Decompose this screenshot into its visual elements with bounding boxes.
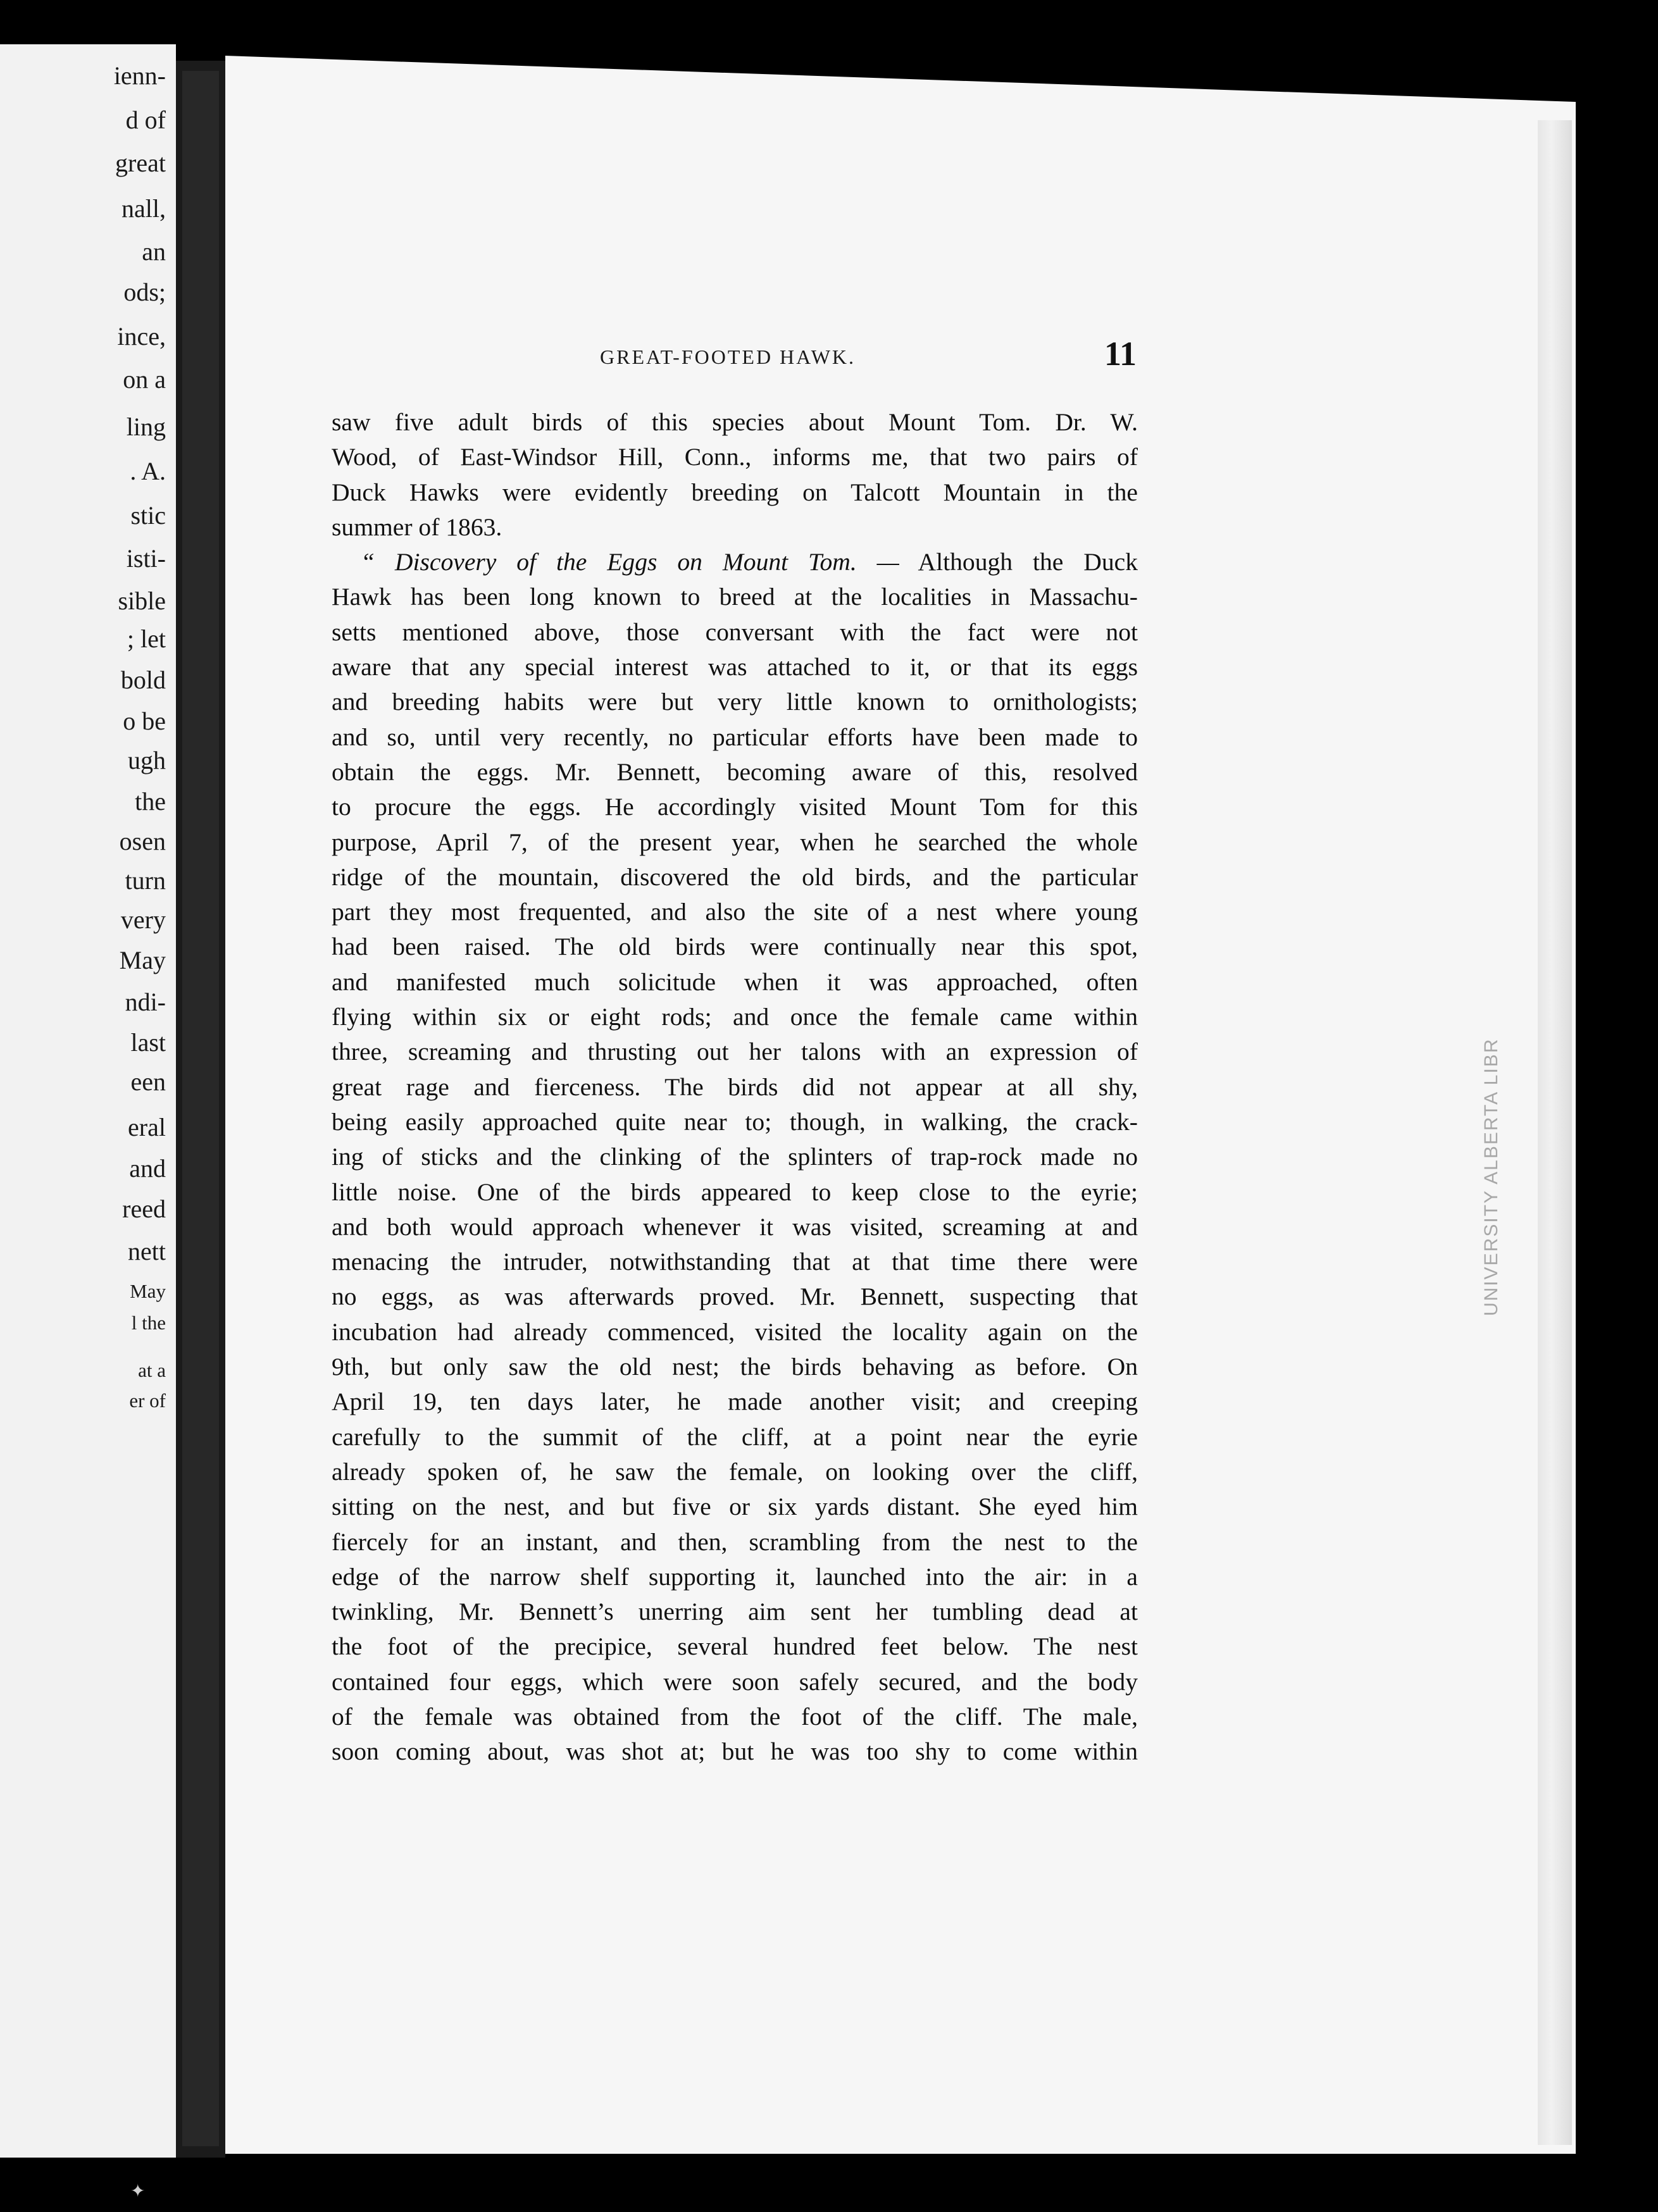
facing-page-fragment: ndi- xyxy=(125,988,166,1016)
text-line xyxy=(332,825,1138,860)
corner-mark-icon: ✦ xyxy=(130,2180,146,2201)
text-line xyxy=(332,650,1138,685)
text-line xyxy=(332,1560,1138,1594)
text-line-content: contained four eggs, which were soon safely secured, and the body xyxy=(332,1667,1138,1696)
facing-page-fragment: bold xyxy=(120,666,166,694)
text-line-content: fiercely for an instant, and then, scrambling from the nest to the xyxy=(332,1527,1138,1556)
facing-page-fragment: May xyxy=(119,946,166,974)
facing-page-fragment: sible xyxy=(118,587,166,615)
text-line xyxy=(332,1315,1138,1350)
text-line-content: to procure the eggs. He accordingly visited Mount Tom for this xyxy=(332,793,1138,821)
text-line xyxy=(332,860,1138,895)
text-line-content: incubation had already commenced, visited the locality again on the xyxy=(332,1317,1138,1346)
page-number: 11 xyxy=(1104,335,1137,373)
text-line-content: menacing the intruder, notwithstanding that at that time there were xyxy=(332,1248,1138,1276)
facing-page-fragment: ince, xyxy=(117,322,166,351)
facing-page-fragment: May xyxy=(130,1280,166,1302)
text-line xyxy=(332,405,1138,440)
text-line-content: purpose, April 7, of the present year, when he searched the whole xyxy=(332,828,1138,856)
facing-page-fragment: d of xyxy=(125,106,166,134)
facing-page-fragment: an xyxy=(142,237,166,266)
text-line-content: the foot of the precipice, several hundred feet below. The nest xyxy=(332,1632,1138,1661)
text-line-content: little noise. One of the birds appeared to keep close to the eyrie; xyxy=(332,1177,1138,1206)
text-line-content: edge of the narrow shelf supporting it, launched into the air: in a xyxy=(332,1562,1138,1591)
text-line-content: had been raised. The old birds were continually near this spot, xyxy=(332,933,1138,961)
text-line xyxy=(332,895,1138,929)
text-line xyxy=(332,1525,1138,1560)
text-line-content: ing of sticks and the clinking of the splinters of trap-rock made no xyxy=(332,1143,1138,1171)
text-line xyxy=(332,1594,1138,1629)
text-line-content: carefully to the summit of the cliff, at a point near the eyrie xyxy=(332,1422,1138,1451)
text-line-content: obtain the eggs. Mr. Bennett, becoming aware of this, resolved xyxy=(332,757,1138,786)
text-line-content: of the female was obtained from the foot of the cliff. The male, xyxy=(332,1702,1138,1730)
text-line-content: being easily approached quite near to; though, in walking, the crack- xyxy=(332,1107,1138,1136)
text-line xyxy=(332,1455,1138,1489)
section-heading-italic: “ Discovery of the Eggs on Mount Tom. — xyxy=(361,548,899,576)
text-line xyxy=(332,929,1138,964)
facing-page-fragment: l the xyxy=(131,1312,166,1334)
facing-page-fragment: eral xyxy=(128,1113,166,1141)
text-line xyxy=(332,1699,1138,1734)
facing-page-fragment: turn xyxy=(125,866,166,895)
text-line xyxy=(332,1420,1138,1455)
text-line-content: already spoken of, he saw the female, on looking over the cliff, xyxy=(332,1457,1138,1486)
text-line-content: summer of 1863. xyxy=(332,513,502,541)
facing-page-fragment: o be xyxy=(123,707,166,735)
facing-page-fragment: ugh xyxy=(128,746,166,774)
text-line-content: part they most frequented, and also the site of a nest where young xyxy=(332,898,1138,926)
text-line-content: saw five adult birds of this species about Mount Tom. Dr. W. xyxy=(332,408,1138,436)
text-line-content: 9th, but only saw the old nest; the birds behaving as before. On xyxy=(332,1353,1138,1381)
text-line xyxy=(332,440,1138,475)
text-line xyxy=(332,615,1138,650)
facing-page-fragment: ling xyxy=(126,413,166,441)
text-line xyxy=(332,685,1138,719)
book-gutter-shadow xyxy=(182,71,219,2146)
text-line xyxy=(332,1140,1138,1174)
facing-page-fragment: . A. xyxy=(130,457,166,485)
text-line-content: Duck Hawks were evidently breeding on Talcott Mountain in the xyxy=(332,478,1138,506)
facing-page-fragment: stic xyxy=(130,501,166,530)
facing-page xyxy=(0,44,176,2158)
text-line-content: great rage and fierceness. The birds did not appear at all shy, xyxy=(332,1072,1138,1101)
text-line-content: and both would approach whenever it was visited, screaming at and xyxy=(332,1212,1138,1241)
text-line xyxy=(332,1210,1138,1245)
text-line-content: April 19, ten days later, he made another visit; and creeping xyxy=(332,1388,1138,1416)
facing-page-fragment: great xyxy=(115,149,166,177)
facing-page-fragment: nett xyxy=(128,1237,166,1265)
text-line xyxy=(332,1489,1138,1524)
page-header xyxy=(600,334,1137,378)
text-line xyxy=(332,1350,1138,1384)
text-line xyxy=(332,1175,1138,1210)
text-line-content: twinkling, Mr. Bennett’s unerring aim sent her tumbling dead at xyxy=(332,1598,1138,1626)
text-line xyxy=(332,1000,1138,1035)
text-line-content: Hawk has been long known to breed at the localities in Massachu- xyxy=(332,583,1138,611)
running-head: GREAT-FOOTED HAWK. xyxy=(600,345,856,368)
library-stamp: UNIVERSITY ALBERTA LIBR xyxy=(1481,1038,1502,1316)
page-edge-stack xyxy=(1538,120,1572,2145)
text-line-content: flying within six or eight rods; and once the female came within xyxy=(332,1003,1138,1031)
facing-page-fragment: at a xyxy=(138,1359,166,1381)
facing-page-fragment: ienn- xyxy=(113,61,166,90)
text-line-content: sitting on the nest, and but five or six yards distant. She eyed him xyxy=(332,1493,1138,1521)
facing-page-fragment: reed xyxy=(122,1195,166,1223)
text-line-content: setts mentioned above, those conversant with the fact were not xyxy=(332,618,1138,646)
text-line-content: and so, until very recently, no particular efforts have been made to xyxy=(332,723,1138,751)
facing-page-fragment: ods; xyxy=(123,278,166,306)
facing-page-fragment: last xyxy=(130,1028,166,1057)
facing-page-fragment: on a xyxy=(123,365,166,394)
facing-page-fragment: isti- xyxy=(126,544,166,573)
facing-page-fragment: osen xyxy=(119,827,166,855)
text-line xyxy=(332,790,1138,824)
facing-page-fragment: nall, xyxy=(122,194,166,223)
text-line-content: aware that any special interest was attached to it, or that its eggs xyxy=(332,653,1138,681)
text-line-content: no eggs, as was afterwards proved. Mr. Bennett, suspecting that xyxy=(332,1283,1138,1311)
text-line-content: and manifested much solicitude when it was approached, often xyxy=(332,967,1138,996)
text-line xyxy=(332,755,1138,790)
text-line-content: three, screaming and thrusting out her talons with an expression of xyxy=(332,1038,1138,1066)
text-line xyxy=(332,1665,1138,1699)
text-line xyxy=(332,1734,1138,1769)
text-line xyxy=(332,720,1138,755)
text-line-content: Wood, of East-Windsor Hill, Conn., informs me, that two pairs of xyxy=(332,443,1138,471)
text-line-content: soon coming about, was shot at; but he was too shy to come within xyxy=(332,1737,1138,1766)
facing-page-fragment: er of xyxy=(129,1389,166,1412)
facing-page-fragment: een xyxy=(130,1067,166,1096)
text-line-content: Although the Duck xyxy=(899,548,1138,576)
body-text xyxy=(332,405,1138,1770)
facing-page-fragment: the xyxy=(135,787,166,816)
facing-page-fragment: very xyxy=(120,905,166,934)
text-line xyxy=(332,1070,1138,1105)
text-line xyxy=(332,965,1138,1000)
text-line xyxy=(332,1035,1138,1069)
facing-page-fragment: ; let xyxy=(127,624,166,653)
text-line xyxy=(332,510,1138,545)
text-line xyxy=(332,1384,1138,1419)
text-line xyxy=(332,475,1138,510)
text-line xyxy=(332,545,1138,580)
text-line xyxy=(332,1245,1138,1279)
text-line xyxy=(332,1279,1138,1314)
text-line xyxy=(332,1629,1138,1664)
text-line xyxy=(332,1105,1138,1140)
text-line-content: ridge of the mountain, discovered the old birds, and the particular xyxy=(332,862,1138,891)
facing-page-fragment: and xyxy=(129,1154,166,1183)
text-line xyxy=(332,580,1138,614)
text-line-content: and breeding habits were but very little known to ornithologists; xyxy=(332,688,1138,716)
